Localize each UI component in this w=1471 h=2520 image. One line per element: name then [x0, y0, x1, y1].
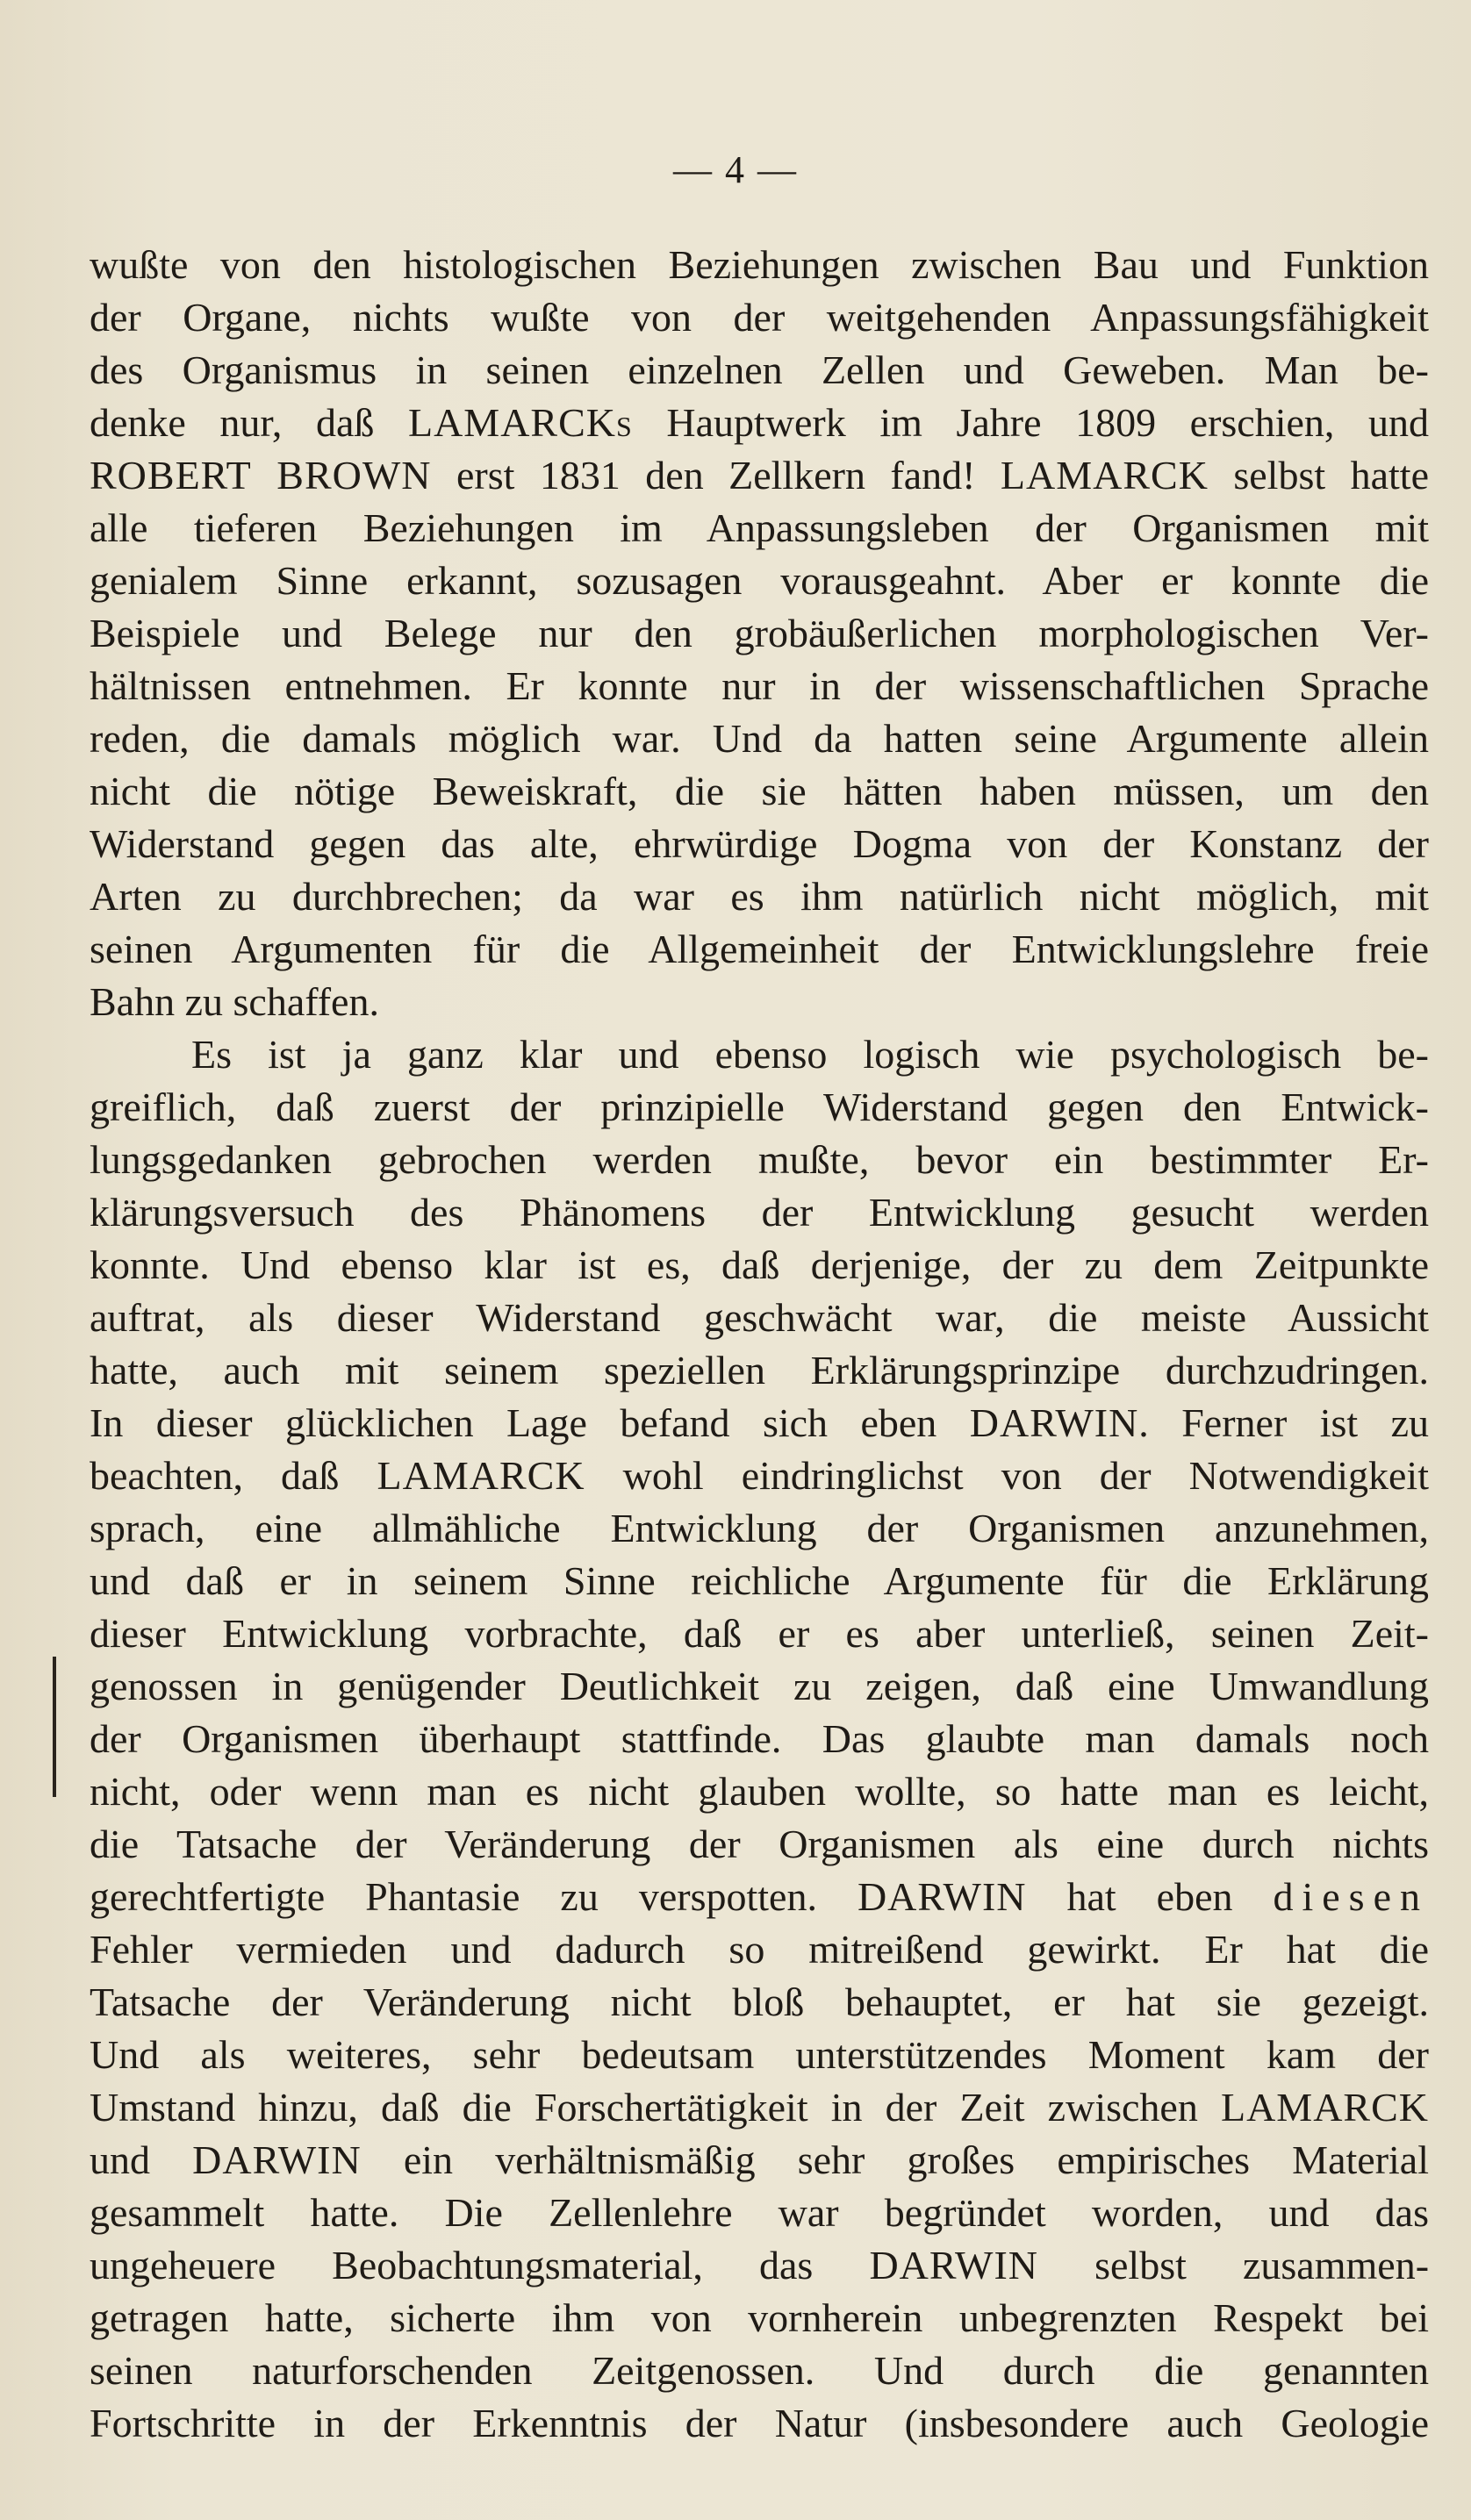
text-line: Es ist ja ganz klar und ebenso logisch wie psychologisch be-: [191, 1032, 1429, 1077]
text-line: gesammelt hatte. Die Zellenlehre war begründet worden, und das: [90, 2190, 1429, 2235]
author-name: ROBERT BROWN: [90, 453, 432, 498]
text-line: der Organe, nichts wußte von der weitgehenden Anpassungsfähigkeit: [90, 295, 1429, 340]
author-name: LAMARCKs: [407, 400, 633, 445]
text-line: lungsgedanken gebrochen werden mußte, bevor ein bestimmter Er-: [90, 1137, 1429, 1182]
text-line: die Tatsache der Veränderung der Organismen als eine durch nichts: [90, 1822, 1429, 1866]
text-line: sprach, eine allmähliche Entwicklung der Organismen anzunehmen,: [90, 1506, 1429, 1550]
text-line: greiflich, daß zuerst der prinzipielle Widerstand gegen den Entwick-: [90, 1085, 1429, 1129]
text-line: Fehler vermieden und dadurch so mitreißend gewirkt. Er hat die: [90, 1927, 1429, 1972]
body-text: [90, 239, 1429, 2450]
text-line: ROBERT BROWN erst 1831 den Zellkern fand! LAMARCK selbst hatte: [90, 453, 1429, 498]
text-line: genossen in genügender Deutlichkeit zu zeigen, daß eine Umwandlung: [90, 1664, 1429, 1708]
text-line: Umstand hinzu, daß die Forschertätigkeit in der Zeit zwischen LAMARCK: [90, 2085, 1429, 2130]
author-name: LAMARCK: [1000, 453, 1209, 498]
text-line: Bahn zu schaffen.: [90, 979, 379, 1024]
text-line: Arten zu durchbrechen; da war es ihm natürlich nicht möglich, mit: [90, 874, 1429, 919]
text-line: klärungsversuch des Phänomens der Entwicklung gesucht werden: [90, 1190, 1429, 1235]
margin-mark: [53, 1657, 56, 1797]
author-name: LAMARCK: [377, 1453, 585, 1498]
text-line: beachten, daß LAMARCK wohl eindringlichst von der Notwendigkeit: [90, 1453, 1429, 1498]
author-name: DARWIN: [192, 2137, 362, 2182]
text-line: seinen Argumenten für die Allgemeinheit der Entwicklungslehre freie: [90, 927, 1429, 971]
text-line: wußte von den histologischen Beziehungen zwischen Bau und Funktion: [90, 242, 1429, 287]
text-line: gerechtfertigte Phantasie zu verspotten. DARWIN hat eben diesen: [90, 1874, 1429, 1919]
text-line: auftrat, als dieser Widerstand geschwächt war, die meiste Aussicht: [90, 1295, 1429, 1340]
author-name: DARWIN: [857, 1874, 1027, 1919]
author-name: DARWIN: [869, 2243, 1038, 2287]
text-line: Tatsache der Veränderung nicht bloß behauptet, er hat sie gezeigt.: [90, 1979, 1429, 2024]
text-line: der Organismen überhaupt stattfinde. Das glaubte man damals noch: [90, 1716, 1429, 1761]
text-line: Und als weiteres, sehr bedeutsam unterstützendes Moment kam der: [90, 2032, 1429, 2077]
text-line: hältnissen entnehmen. Er konnte nur in der wissenschaftlichen Sprache: [90, 663, 1429, 708]
text-line: Beispiele und Belege nur den grobäußerlichen morphologischen Ver-: [90, 611, 1429, 655]
author-name: DARWIN: [969, 1400, 1139, 1445]
author-name: LAMARCK: [1220, 2085, 1429, 2130]
text-line: und DARWIN ein verhältnismäßig sehr großes empirisches Material: [90, 2137, 1429, 2182]
text-line: und daß er in seinem Sinne reichliche Argumente für die Erklärung: [90, 1558, 1429, 1603]
text-line: konnte. Und ebenso klar ist es, daß derjenige, der zu dem Zeitpunkte: [90, 1242, 1429, 1287]
text-line: Fortschritte in der Erkenntnis der Natur (insbesondere auch Geologie: [90, 2401, 1429, 2445]
text-line: des Organismus in seinen einzelnen Zellen und Geweben. Man be-: [90, 347, 1429, 392]
text-line: nicht, oder wenn man es nicht glauben wollte, so hatte man es leicht,: [90, 1769, 1429, 1814]
text-line: hatte, auch mit seinem speziellen Erklärungsprinzipe durchzudringen.: [90, 1348, 1429, 1392]
emphasized-word: diesen: [1273, 1874, 1429, 1919]
text-line: dieser Entwicklung vorbrachte, daß er es aber unterließ, seinen Zeit-: [90, 1611, 1429, 1656]
text-line: genialem Sinne erkannt, sozusagen vorausgeahnt. Aber er konnte die: [90, 558, 1429, 603]
text-line: denke nur, daß LAMARCKs Hauptwerk im Jahre 1809 erschien, und: [90, 400, 1429, 445]
text-line: Widerstand gegen das alte, ehrwürdige Dogma von der Konstanz der: [90, 821, 1429, 866]
text-line: In dieser glücklichen Lage befand sich eben DARWIN. Ferner ist zu: [90, 1400, 1430, 1445]
page-number: — 4 —: [673, 148, 798, 191]
text-line: nicht die nötige Beweiskraft, die sie hätten haben müssen, um den: [90, 769, 1429, 813]
text-line: alle tieferen Beziehungen im Anpassungsleben der Organismen mit: [90, 505, 1429, 550]
text-line: ungeheuere Beobachtungsmaterial, das DARWIN selbst zusammen-: [90, 2243, 1430, 2287]
text-line: getragen hatte, sicherte ihm von vornherein unbegrenzten Respekt bei: [90, 2295, 1429, 2340]
text-line: seinen naturforschenden Zeitgenossen. Und durch die genannten: [90, 2348, 1429, 2393]
text-line: reden, die damals möglich war. Und da hatten seine Argumente allein: [90, 716, 1429, 761]
